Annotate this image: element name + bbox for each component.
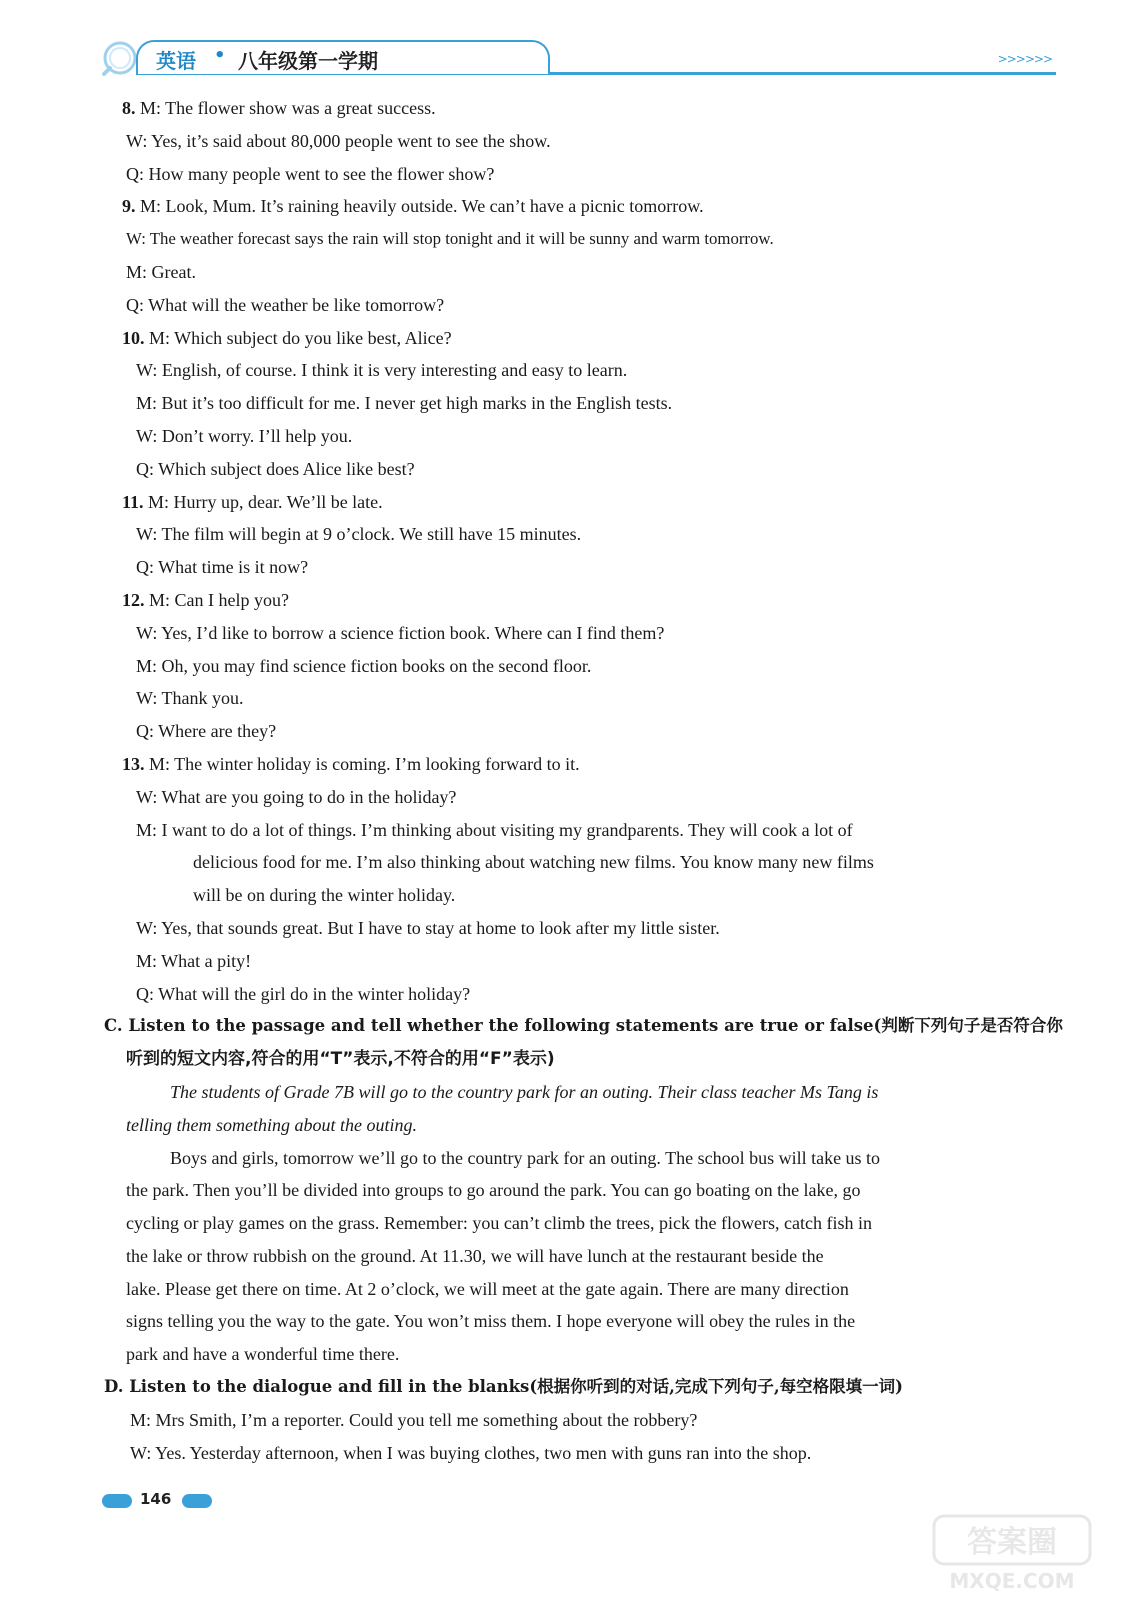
dialogue-line: delicious food for me. I’m also thinking about watching new films. You know many new films — [193, 852, 874, 873]
dialogue-line: 11. M: Hurry up, dear. We’ll be late. — [122, 491, 383, 512]
watermark-url: MXQE.COM — [949, 1569, 1075, 1593]
header-separator-dot: • — [214, 45, 226, 66]
dialogue-line: M: What a pity! — [136, 950, 252, 971]
dialogue-line: 12. M: Can I help you? — [122, 589, 289, 610]
dialogue-line: Q: What will the girl do in the winter holiday? — [136, 983, 471, 1004]
grade-label: 八年级第一学期 — [238, 49, 378, 73]
passage-line: the park. Then you’ll be divided into groups to go around the park. You can go boating on the lake, go — [126, 1180, 861, 1201]
section-c-title: C. Listen to the passage and tell whether the following statements are true or false(判断下列句子是否符合你 — [104, 1016, 1063, 1036]
dialogue-line: 10. M: Which subject do you like best, Alice? — [122, 327, 452, 348]
dialogue-line: M: Mrs Smith, I’m a reporter. Could you tell me something about the robbery? — [130, 1409, 698, 1430]
dialogue-line: W: What are you going to do in the holiday? — [136, 786, 457, 807]
chevrons-icon: >>>>>> — [997, 52, 1052, 66]
footer-pill-left — [102, 1494, 132, 1508]
dialogue-line: W: Thank you. — [136, 688, 244, 709]
page-content — [104, 92, 1063, 1469]
section-c-intro: telling them something about the outing. — [126, 1114, 417, 1135]
footer-pill-right — [182, 1494, 212, 1508]
site-watermark-icon — [932, 1514, 1092, 1594]
dialogue-line: 8. M: The flower show was a great success. — [122, 98, 436, 118]
passage-line: the lake or throw rubbish on the ground. At 11.30, we will have lunch at the restaurant beside the — [126, 1245, 824, 1266]
dialogue-line: M: I want to do a lot of things. I’m thinking about visiting my grandparents. They will cook a lot of — [136, 819, 853, 840]
page-footer — [102, 1486, 222, 1516]
dialogue-line: M: Oh, you may find science fiction books on the second floor. — [136, 655, 592, 676]
watermark-text: 答案圈 — [967, 1525, 1057, 1560]
passage-line: park and have a wonderful time there. — [126, 1344, 400, 1365]
dialogue-line: W: The weather forecast says the rain will stop tonight and it will be sunny and warm tomorrow. — [126, 229, 774, 249]
dialogue-line: W: Yes. Yesterday afternoon, when I was buying clothes, two men with guns ran into the shop. — [130, 1442, 812, 1463]
dialogue-line: Q: Where are they? — [136, 721, 277, 742]
dialogue-line: M: But it’s too difficult for me. I never get high marks in the English tests. — [136, 393, 673, 414]
dialogue-line: will be on during the winter holiday. — [193, 885, 456, 906]
passage-line: signs telling you the way to the gate. You won’t miss them. I hope everyone will obey the rules in the — [126, 1311, 856, 1332]
dialogue-line: W: Yes, it’s said about 80,000 people went to see the show. — [126, 130, 551, 151]
dialogue-line: 13. M: The winter holiday is coming. I’m looking forward to it. — [122, 753, 580, 774]
dialogue-line: Q: What will the weather be like tomorrow? — [126, 294, 445, 315]
dialogue-line: W: The film will begin at 9 o’clock. We still have 15 minutes. — [136, 524, 582, 545]
dialogue-line: Q: How many people went to see the flower show? — [126, 163, 495, 184]
dialogue-line: W: English, of course. I think it is very interesting and easy to learn. — [136, 360, 628, 381]
passage-line: Boys and girls, tomorrow we’ll go to the country park for an outing. The school bus will take us to — [170, 1147, 881, 1168]
dialogue-line: 9. M: Look, Mum. It’s raining heavily outside. We can’t have a picnic tomorrow. — [122, 196, 704, 217]
section-c-intro: The students of Grade 7B will go to the country park for an outing. Their class teacher Ms Tang is — [170, 1081, 879, 1102]
passage-line: lake. Please get there on time. At 2 o’clock, we will meet at the gate again. There are many direction — [126, 1278, 849, 1299]
section-d-title: D. Listen to the dialogue and fill in the blanks(根据你听到的对话,完成下列句子,每空格限填一词) — [104, 1377, 903, 1397]
page-number: 146 — [140, 1490, 172, 1508]
dialogue-line: W: Yes, that sounds great. But I have to stay at home to look after my little sister. — [136, 917, 720, 938]
passage-line: cycling or play games on the grass. Remember: you can’t climb the trees, pick the flowers, catch fish in — [126, 1213, 872, 1234]
dialogue-line: M: Great. — [126, 261, 196, 282]
dialogue-line: W: Yes, I’d like to borrow a science fiction book. Where can I find them? — [136, 622, 665, 643]
page-header — [96, 38, 1056, 80]
dialogue-line: Q: What time is it now? — [136, 557, 309, 578]
section-c-title-cont: 听到的短文内容,符合的用“T”表示,不符合的用“F”表示) — [126, 1049, 555, 1070]
dialogue-line: W: Don’t worry. I’ll help you. — [136, 425, 353, 446]
dialogue-line: Q: Which subject does Alice like best? — [136, 458, 415, 479]
subject-label: 英语 — [156, 49, 196, 73]
